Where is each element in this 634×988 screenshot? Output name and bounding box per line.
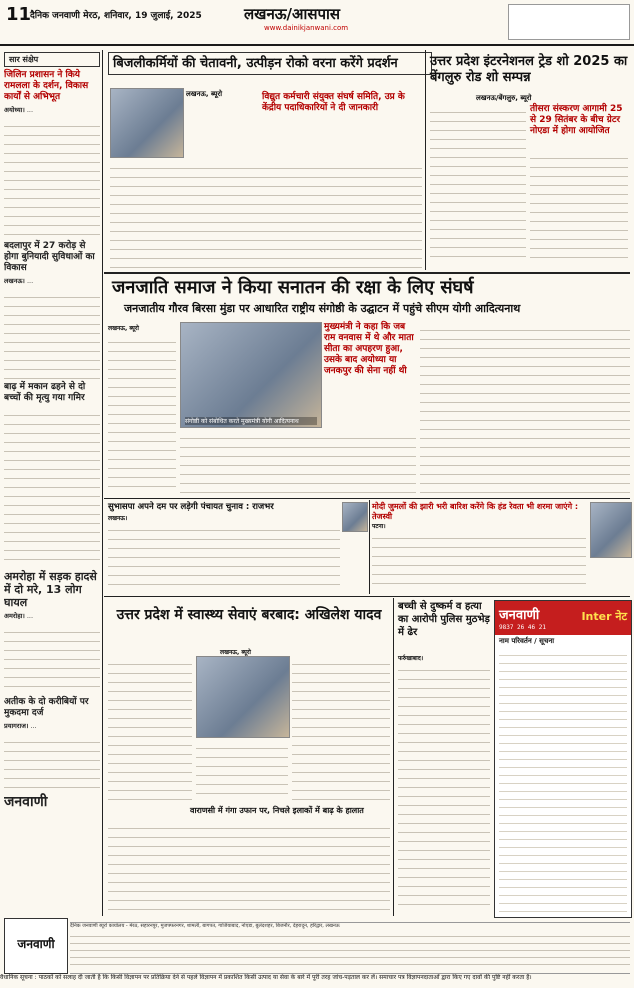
page-number: 11 bbox=[6, 4, 32, 25]
trade-sidebar: तीसरा संस्करण आगामी 25 से 29 सितंबर के बीच ग्रेटर नोएडा में होगा आयोजित bbox=[530, 104, 623, 136]
classified-box bbox=[494, 600, 632, 918]
brief-text-4: अमरोहा। ... bbox=[4, 612, 34, 620]
masthead bbox=[0, 0, 634, 46]
varanasi-headline: वाराणसी में गंगा उफान पर, निचले इलाकों में बाढ़ के हालात bbox=[190, 806, 364, 815]
photo-caption: संगोष्ठी को संबोधित करते मुख्यमंत्री योगी आदित्यनाथ bbox=[185, 417, 317, 425]
directory-body-lines bbox=[70, 930, 630, 970]
directory-text: दैनिक जनवाणी ब्यूरो कार्यालय - मेरठ, सहारनपुर, मुजफ्फरनगर, शामली, बागपत, गाजियाबाद, नोएडा, बुलंदशहर, बिजनौर, देहरादून, हरिद्वार, लखनऊ bbox=[70, 923, 340, 929]
health-body-lines bbox=[196, 740, 288, 802]
tejashwi-headline: मोदी जुमलों की झारी भरी बारिश करेंगे कि हंड रेवता भी शरमा जाएंगे : तेजस्वी bbox=[372, 502, 579, 521]
rajbhar-photo bbox=[342, 502, 368, 532]
section-rule bbox=[104, 272, 630, 274]
brief-headline-1: जिलिन प्रशासन ने किये रामलला के दर्शन, विकास कार्यों से अभिभूत bbox=[4, 70, 89, 102]
brief-text-2: लखनऊ। ... bbox=[4, 277, 34, 285]
health-dateline: लखनऊ, ब्यूरो bbox=[220, 649, 251, 656]
tejashwi-photo bbox=[590, 502, 632, 558]
lead-dateline: लखनऊ, ब्यूरो bbox=[186, 90, 223, 98]
tejashwi-dateline: पटना। bbox=[372, 523, 386, 530]
akhilesh-photo bbox=[196, 656, 290, 738]
classified-header bbox=[495, 601, 631, 635]
column-divider bbox=[102, 50, 103, 916]
crime-dateline: फर्रुखाबाद। bbox=[398, 655, 424, 662]
sp-body-lines bbox=[108, 522, 340, 592]
trade-dateline: लखनऊ/बेंगलुरु, ब्यूरो bbox=[476, 94, 532, 102]
lead-subhead: विद्युत कर्मचारी संयुक्त संघर्ष समिति, उप्र के केंद्रीय पदाधिकारियों ने दी जानकारी bbox=[262, 92, 405, 113]
classified-notice-header: नाम परिवर्तन / सूचना bbox=[499, 637, 555, 645]
banner-body-lines bbox=[420, 322, 630, 494]
directory-logo: जनवाणी bbox=[17, 937, 55, 951]
lead-photo bbox=[110, 88, 184, 158]
health-headline: उत्तर प्रदेश में स्वास्थ्य सेवाएं बरबाद: अखिलेश यादव bbox=[116, 607, 382, 623]
trade-body-lines bbox=[430, 104, 526, 264]
varanasi-body-lines bbox=[108, 820, 390, 912]
column-divider bbox=[393, 598, 394, 916]
banner-photo bbox=[180, 322, 322, 428]
lead-body-lines bbox=[110, 160, 422, 268]
column-divider bbox=[369, 500, 370, 594]
brief-headline-5: अतीक के दो करीबियों पर मुकदमा दर्ज bbox=[4, 697, 89, 718]
brief-text-5: प्रयागराज। ... bbox=[4, 722, 37, 730]
brief-body-lines bbox=[4, 624, 100, 694]
janwani-logo: जनवाणी bbox=[4, 794, 48, 810]
trade-body-lines bbox=[530, 150, 628, 264]
column-divider bbox=[425, 50, 426, 270]
banner-body-lines bbox=[108, 334, 176, 494]
brief-headline-2: बदलापुर में 27 करोड़ से होगा बुनियादी सुविधाओं का विकास bbox=[4, 241, 95, 273]
sp-dateline: लखनऊ। bbox=[108, 515, 128, 522]
brief-headline-3: बाढ़ में मकान ढहने से दो बच्चों की मृत्यु गया गमिर bbox=[4, 382, 86, 403]
brief-body-lines bbox=[4, 118, 100, 238]
crime-body-lines bbox=[398, 662, 490, 912]
section-title: लखनऊ/आसपास bbox=[244, 5, 341, 23]
banner-dateline: लखनऊ, ब्यूरो bbox=[108, 325, 139, 332]
brief-box-title: सार संक्षेप bbox=[4, 52, 100, 67]
tejashwi-body-lines bbox=[372, 530, 586, 592]
section-rule bbox=[104, 498, 630, 499]
classified-body-lines bbox=[499, 648, 627, 916]
classified-title: जनवाणी bbox=[499, 608, 540, 623]
lead-headline: बिजलीकर्मियों की चेतावनी, उत्पीड़न रोको वरना करेंगे प्रदर्शन bbox=[108, 52, 432, 75]
banner-body-lines bbox=[180, 430, 416, 494]
section-rule bbox=[104, 596, 630, 597]
paper-line: दैनिक जनवाणी मेरठ, शनिवार, 19 जुलाई, 2025 bbox=[30, 11, 202, 21]
brief-body-lines bbox=[4, 289, 100, 379]
sp-headline: सुभासपा अपने दम पर लड़ेगी पंचायत चुनाव : राजभर bbox=[108, 502, 274, 512]
left-brief-column bbox=[4, 52, 100, 912]
brief-text-1: अयोध्या। ... bbox=[4, 106, 34, 114]
banner-headline: जनजाति समाज ने किया सनातन की रक्षा के लिए संघर्ष bbox=[112, 277, 474, 298]
office-directory bbox=[70, 922, 630, 974]
directory-logo-box bbox=[4, 918, 68, 974]
health-body-lines bbox=[292, 656, 390, 802]
classified-phone[interactable]: 9837 26 46 21 bbox=[499, 624, 546, 631]
trade-headline: उत्तर प्रदेश इंटरनेशनल ट्रेड शो 2025 का बेंगलुरु रोड शो सम्पन्न bbox=[430, 54, 628, 85]
brief-body-lines bbox=[4, 734, 100, 794]
header-advert bbox=[508, 4, 630, 40]
brief-headline-4: अमरोहा में सड़क हादसे में दो मरे, 13 लोग घायल bbox=[4, 570, 97, 609]
brief-body-lines bbox=[4, 407, 100, 567]
legal-footer: वैधानिक सूचना : पाठकों को सलाह दी जाती है कि किसी विज्ञापन पर प्रतिक्रिया देने से पहले विज्ञापन में प्रकाशित किसी उत्पाद या सेवा के बारे में पूरी तरह जांच-पड़ताल कर लें। समाचार पत्र विज्ञापनदाताओं द्वारा किए गए दावों की पुष्टि नहीं करता है। bbox=[0, 974, 532, 981]
banner-pullquote: मुख्यमंत्री ने कहा कि जब राम वनवास में थे और माता सीता का अपहरण हुआ, उसके बाद अयोध्या या जनकपुर की सेना नहीं थी bbox=[324, 322, 414, 376]
health-body-lines bbox=[108, 656, 192, 802]
website-url[interactable]: www.dainikjanwani.com bbox=[264, 24, 349, 32]
banner-subhead: जनजातीय गौरव बिरसा मुंडा पर आधारित राष्ट्रीय संगोष्ठी के उद्घाटन में पहुंचे सीएम योगी आदित्यनाथ bbox=[124, 302, 521, 315]
crime-headline: बच्ची से दुष्कर्म व हत्या का आरोपी पुलिस मुठभेड़ में ढेर bbox=[398, 601, 490, 638]
classified-subtitle: Inter नेट bbox=[581, 610, 627, 623]
